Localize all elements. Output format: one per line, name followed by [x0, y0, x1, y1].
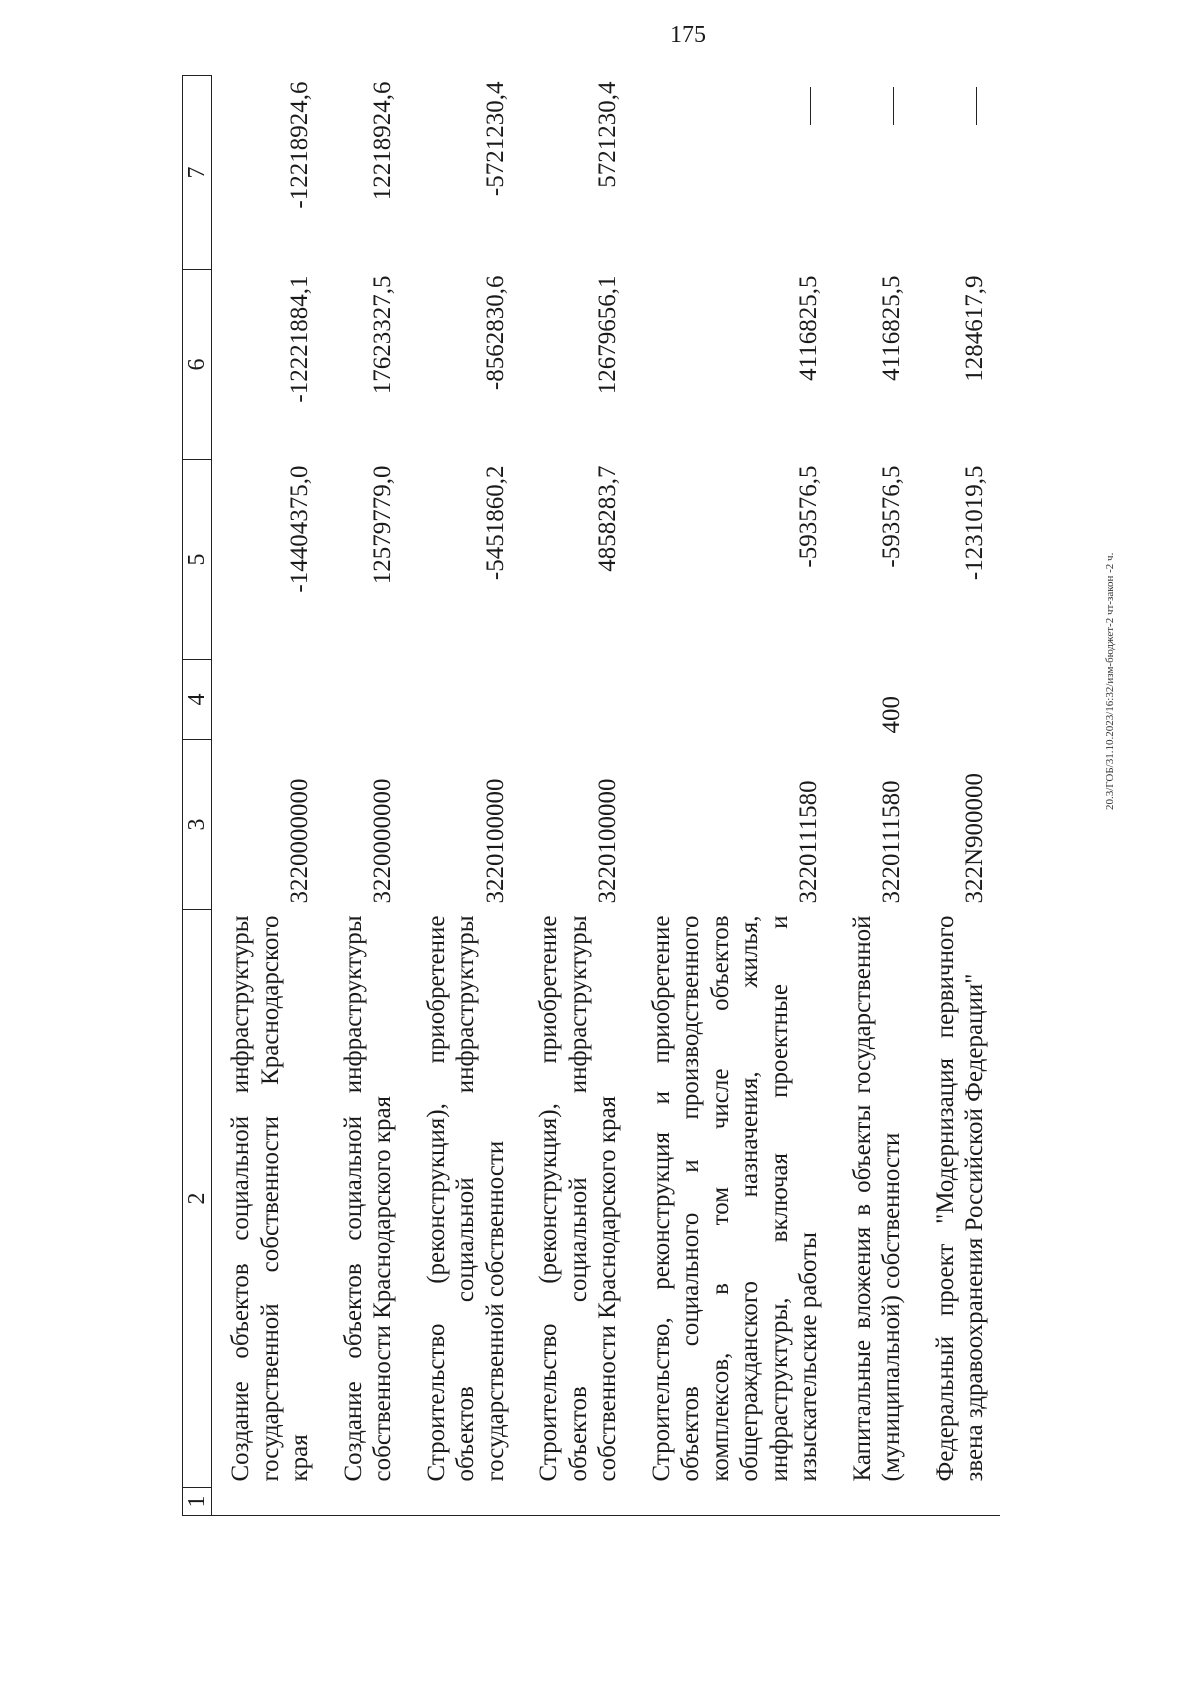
row-value-6: 1284617,9: [961, 275, 989, 382]
row-type: [633, 660, 834, 740]
footer-code-text: 20.3/ГОБ/31.10.2023/16:32/изм-бюджет-2 чт-закон -2 ч.: [1104, 552, 1116, 810]
header-col-5: 5: [183, 460, 212, 660]
table-row: [408, 76, 521, 1516]
row-type: [520, 660, 633, 740]
row-value-7: [834, 76, 917, 270]
row-value-7: 12218924,6: [369, 81, 397, 201]
row-value-5: -593576,5: [795, 465, 823, 568]
row-value-5: -14404375,0: [286, 465, 314, 593]
row-type: 400: [878, 696, 906, 734]
header-col-7: 7: [183, 76, 212, 270]
row-name: Строительство, реконструкция и приобретение объектов социального и производственного комплексов, в том числе объектов общегражданского назначения, жилья, инфраструктуры, включая проектные и изыскательские работы: [647, 915, 823, 1482]
row-type: [408, 660, 521, 740]
budget-table: [182, 75, 1000, 1516]
row-col1: [520, 1488, 633, 1516]
row-value-7: 5721230,4: [594, 81, 622, 188]
row-type: [325, 660, 408, 740]
row-value-5: 4858283,7: [594, 465, 622, 572]
row-type: [917, 660, 1000, 740]
empty-dash: [976, 88, 977, 126]
row-col1: [408, 1488, 521, 1516]
table-row: [520, 76, 633, 1516]
row-col1: [633, 1488, 834, 1516]
header-row: [183, 76, 212, 1516]
table-header: [183, 76, 212, 1516]
row-code: 3220000000: [369, 778, 397, 904]
header-col-6: 6: [183, 270, 212, 460]
row-code: 3220000000: [286, 778, 314, 904]
row-name: Создание объектов социальной инфраструктуры собственности Краснодарского края: [339, 915, 397, 1482]
row-col1: [212, 1488, 325, 1516]
row-value-6: 4116825,5: [878, 275, 906, 381]
row-value-5: -1231019,5: [961, 465, 989, 581]
row-type: [212, 660, 325, 740]
row-value-6: -12221884,1: [286, 275, 314, 403]
row-code: 3220111580: [878, 780, 906, 904]
row-code: 3220100000: [594, 778, 622, 904]
row-name: Капитальные вложения в объекты государственной (муниципальной) собственности: [848, 915, 906, 1482]
row-col1: [917, 1488, 1000, 1516]
rotated-table-container: [182, 76, 1042, 1516]
row-code: 322N900000: [961, 772, 989, 904]
row-name: Федеральный проект "Модернизация первичного звена здравоохранения Российской Федерации": [931, 915, 989, 1482]
row-value-5: -593576,5: [878, 465, 906, 568]
row-code: 3220111580: [795, 780, 823, 904]
row-value-7: -5721230,4: [481, 81, 509, 197]
row-name: Создание объектов социальной инфраструктуры государственной собственности Краснодарского края: [227, 915, 314, 1482]
row-value-5: -5451860,2: [481, 465, 509, 581]
row-name: Строительство (реконструкция), приобретение объектов социальной инфраструктуры собственности Краснодарского края: [535, 915, 622, 1482]
row-name: Строительство (реконструкция), приобретение объектов социальной инфраструктуры государственной собственности: [422, 915, 509, 1482]
table-row: [917, 76, 1000, 1516]
table-row: [633, 76, 834, 1516]
table-row: [834, 76, 917, 1516]
row-value-6: -8562830,6: [481, 275, 509, 391]
header-col-4: 4: [183, 660, 212, 740]
row-value-6: 4116825,5: [795, 275, 823, 381]
row-value-6: 12679656,1: [594, 275, 622, 395]
header-col-3: 3: [183, 740, 212, 910]
budget-sheet: [182, 76, 1042, 1516]
row-value-7: [917, 76, 1000, 270]
table-row: [212, 76, 325, 1516]
page-number: 175: [670, 22, 706, 48]
header-col-1: 1: [183, 1488, 212, 1516]
row-value-6: 17623327,5: [369, 275, 397, 395]
table-row: [325, 76, 408, 1516]
header-col-2: 2: [183, 910, 212, 1488]
row-col1: [325, 1488, 408, 1516]
row-code: 3220100000: [481, 778, 509, 904]
row-value-7: -12218924,6: [286, 81, 314, 209]
table-body: [212, 76, 1000, 1516]
row-value-5: 12579779,0: [369, 465, 397, 585]
empty-dash: [810, 88, 811, 126]
empty-dash: [893, 88, 894, 126]
row-value-7: [633, 76, 834, 270]
row-col1: [834, 1488, 917, 1516]
document-footer-code: [1092, 50, 1116, 810]
